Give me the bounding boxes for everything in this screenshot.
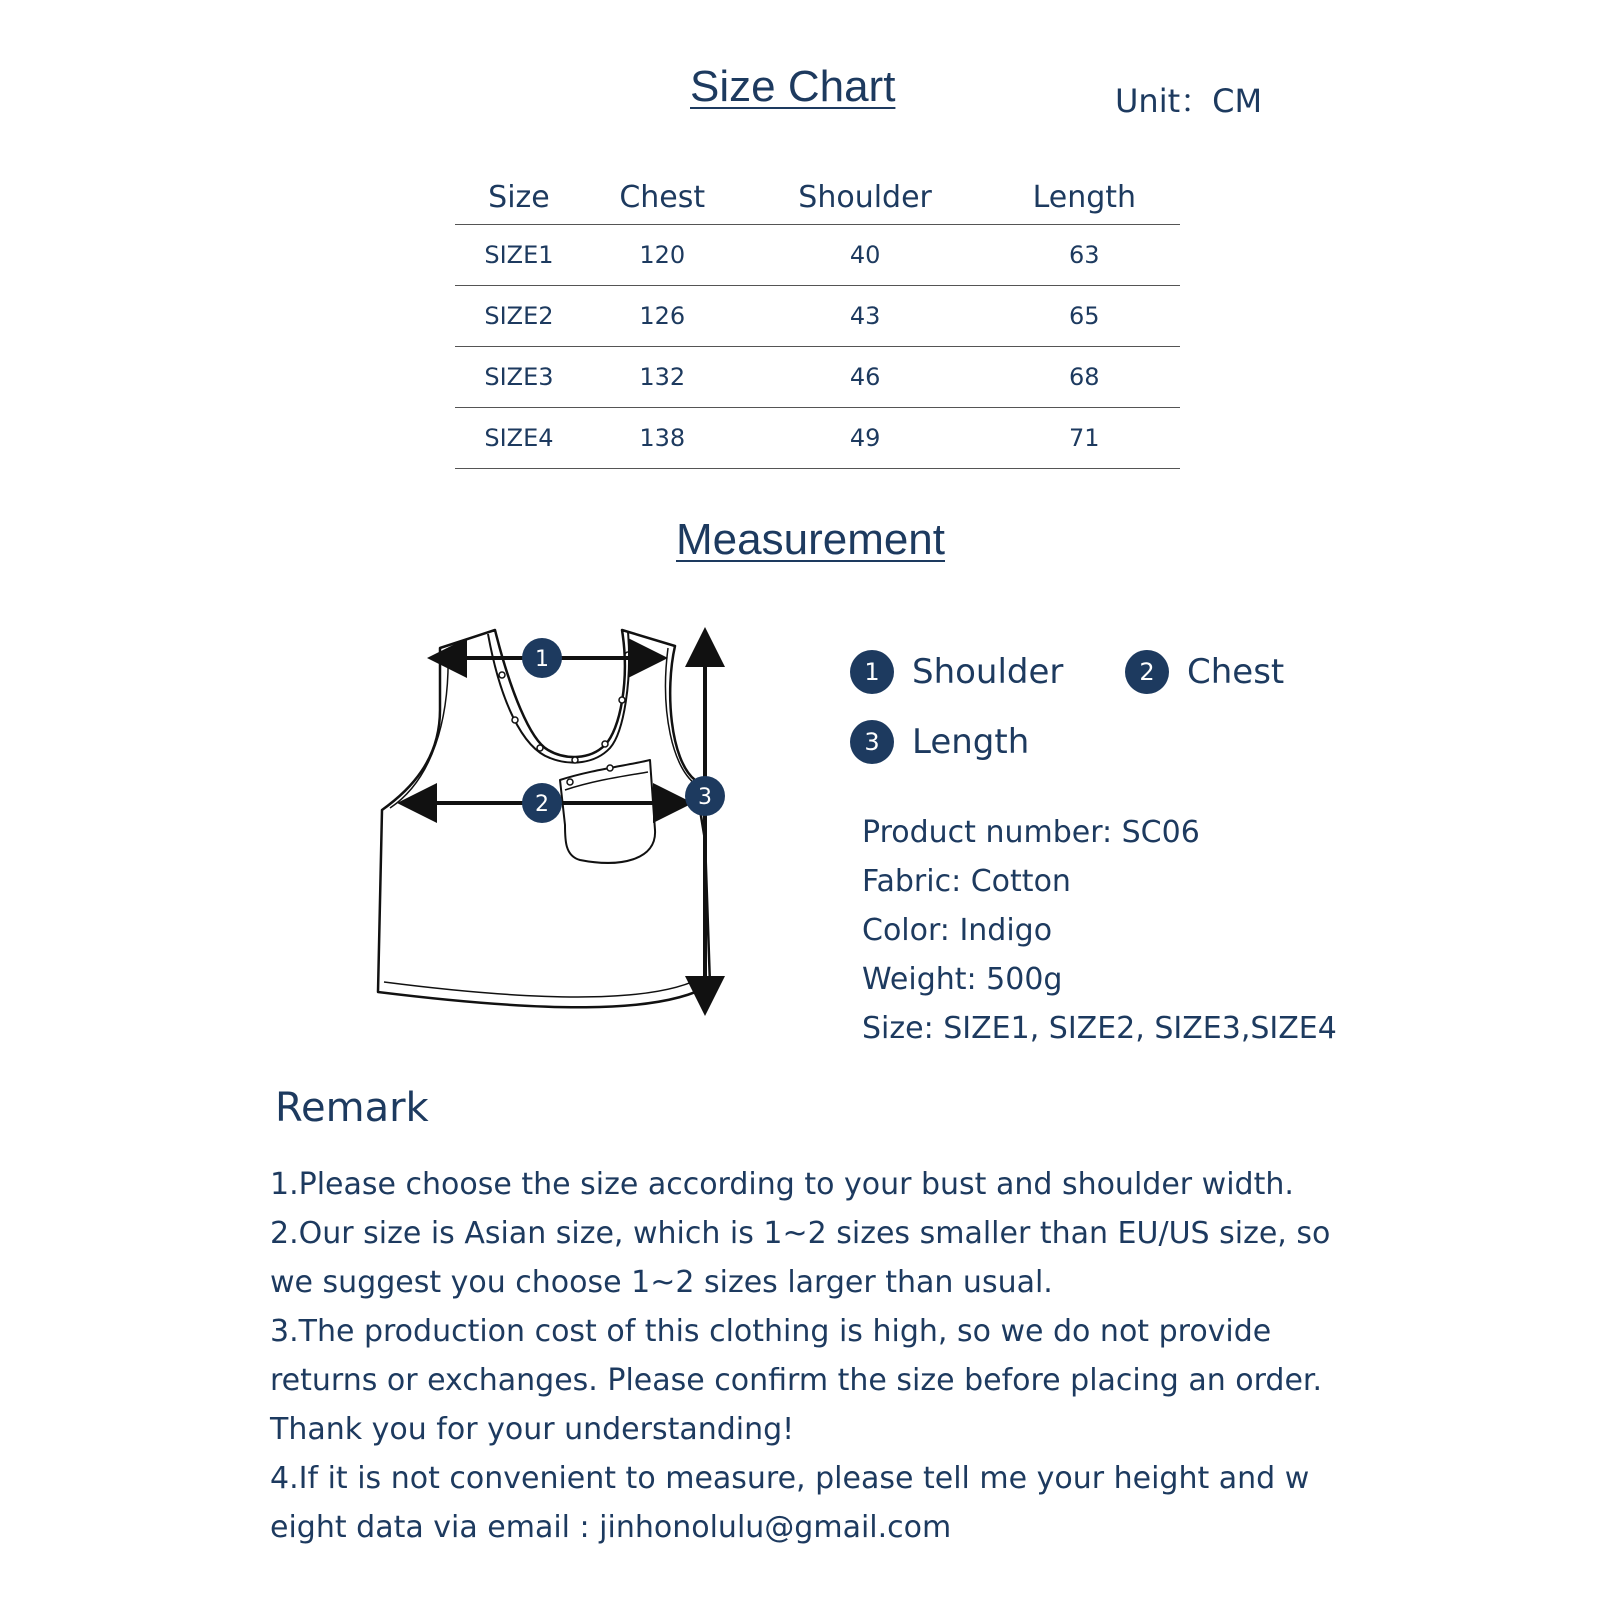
cell-size: SIZE3 xyxy=(455,347,583,408)
remark-line: 3.The production cost of this clothing is high, so we do not provide returns or exchanges. Please confirm the size before placing an order. Thank you for your understanding! xyxy=(270,1314,1323,1447)
cell-length: 65 xyxy=(989,286,1180,347)
legend-shoulder xyxy=(850,650,1063,694)
column-header-size: Size xyxy=(455,170,583,225)
legend-label: Chest xyxy=(1187,652,1285,692)
table-row xyxy=(455,225,1180,286)
product-sizes: Size: SIZE1, SIZE2, SIZE3,SIZE4 xyxy=(862,1011,1337,1046)
product-weight: Weight: 500g xyxy=(862,962,1063,997)
snap-buttons xyxy=(499,652,631,785)
size-table xyxy=(455,170,1180,469)
marker-chest xyxy=(522,783,562,823)
cell-length: 63 xyxy=(989,225,1180,286)
cell-shoulder: 43 xyxy=(742,286,989,347)
column-header-shoulder: Shoulder xyxy=(742,170,989,225)
product-color: Color: Indigo xyxy=(862,913,1053,948)
table-row xyxy=(455,347,1180,408)
legend-badge: 3 xyxy=(850,720,894,764)
column-header-chest: Chest xyxy=(583,170,742,225)
legend-label: Shoulder xyxy=(912,652,1064,692)
cell-chest: 120 xyxy=(583,225,742,286)
remark-title: Remark xyxy=(275,1085,429,1131)
cell-shoulder: 46 xyxy=(742,347,989,408)
table-header-row xyxy=(455,170,1180,225)
marker-length xyxy=(685,776,725,816)
legend-badge: 2 xyxy=(1125,650,1169,694)
remark-line: 4.If it is not convenient to measure, please tell me your height and w eight data via email : jinhonolulu@gmail.com xyxy=(270,1461,1310,1545)
unit-label: Unit：CM xyxy=(1115,82,1263,120)
cell-shoulder: 40 xyxy=(742,225,989,286)
marker-length-label: 3 xyxy=(698,785,712,810)
remark-body xyxy=(270,1160,1350,1552)
marker-chest-label: 2 xyxy=(535,792,549,817)
cell-length: 71 xyxy=(989,408,1180,469)
legend-label: Length xyxy=(912,722,1030,762)
legend-chest xyxy=(1125,650,1284,694)
cell-length: 68 xyxy=(989,347,1180,408)
cell-size: SIZE1 xyxy=(455,225,583,286)
cell-chest: 126 xyxy=(583,286,742,347)
vest-diagram xyxy=(360,620,760,1040)
column-header-length: Length xyxy=(989,170,1180,225)
legend-length xyxy=(850,720,1029,764)
cell-chest: 132 xyxy=(583,347,742,408)
product-fabric: Fabric: Cotton xyxy=(862,864,1071,899)
marker-shoulder xyxy=(522,638,562,678)
remark-line: 1.Please choose the size according to your bust and shoulder width. xyxy=(270,1167,1294,1202)
product-info xyxy=(862,808,1337,1053)
table-row xyxy=(455,286,1180,347)
measurement-title: Measurement xyxy=(676,515,946,564)
page-title: Size Chart xyxy=(690,62,896,111)
product-number: Product number: SC06 xyxy=(862,815,1200,850)
marker-shoulder-label: 1 xyxy=(535,647,549,672)
cell-size: SIZE2 xyxy=(455,286,583,347)
legend-badge: 1 xyxy=(850,650,894,694)
cell-shoulder: 49 xyxy=(742,408,989,469)
table-row xyxy=(455,408,1180,469)
cell-chest: 138 xyxy=(583,408,742,469)
cell-size: SIZE4 xyxy=(455,408,583,469)
remark-line: 2.Our size is Asian size, which is 1~2 sizes smaller than EU/US size, so we suggest you choose 1~2 sizes larger than usual. xyxy=(270,1216,1331,1300)
